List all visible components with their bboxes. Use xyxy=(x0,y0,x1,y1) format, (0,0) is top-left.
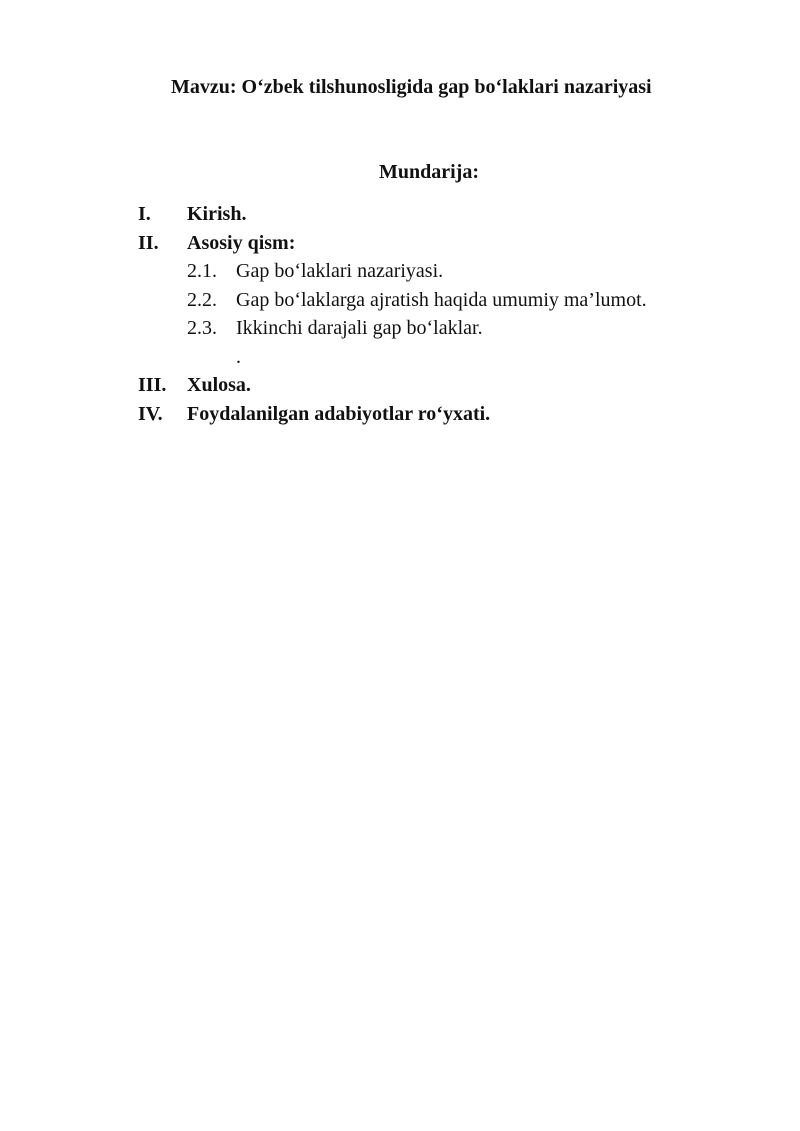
toc-subitem-number: 2.3. xyxy=(187,317,217,339)
toc-item-text: Kirish. xyxy=(187,203,247,225)
toc-item-number: III. xyxy=(138,374,167,396)
toc-item-number: I. xyxy=(138,203,151,225)
toc-item-text: Foydalanilgan adabiyotlar ro‘yxati. xyxy=(187,402,491,425)
toc-heading: Mundarija: xyxy=(379,161,479,183)
toc-item-number: IV. xyxy=(138,402,163,425)
toc-item-main-part xyxy=(138,229,738,258)
toc-subitem-text: Gap bo‘laklari nazariyasi. xyxy=(236,260,444,282)
toc-stray-mark-row xyxy=(138,343,738,372)
toc-item-text: Xulosa. xyxy=(187,374,251,396)
toc-subitem-number: 2.1. xyxy=(187,260,217,282)
toc-subitem-text: Ikkinchi darajali gap bo‘laklar. xyxy=(236,317,483,339)
toc-subitem xyxy=(138,286,738,315)
toc-subitem xyxy=(138,314,738,343)
toc-subitem xyxy=(138,257,738,286)
toc-stray-mark: . xyxy=(236,345,241,368)
toc-item-introduction xyxy=(138,200,738,229)
toc-subitem-number: 2.2. xyxy=(187,288,217,311)
toc-item-text: Asosiy qism: xyxy=(187,231,296,254)
document-title: Mavzu: O‘zbek tilshunosligida gap bo‘laklari nazariyasi xyxy=(171,76,652,98)
table-of-contents xyxy=(138,200,738,428)
toc-item-conclusion xyxy=(138,371,738,400)
toc-item-number: II. xyxy=(138,231,159,254)
toc-item-references xyxy=(138,400,738,429)
toc-subitem-text: Gap bo‘laklarga ajratish haqida umumiy ma’lumot. xyxy=(236,288,647,311)
